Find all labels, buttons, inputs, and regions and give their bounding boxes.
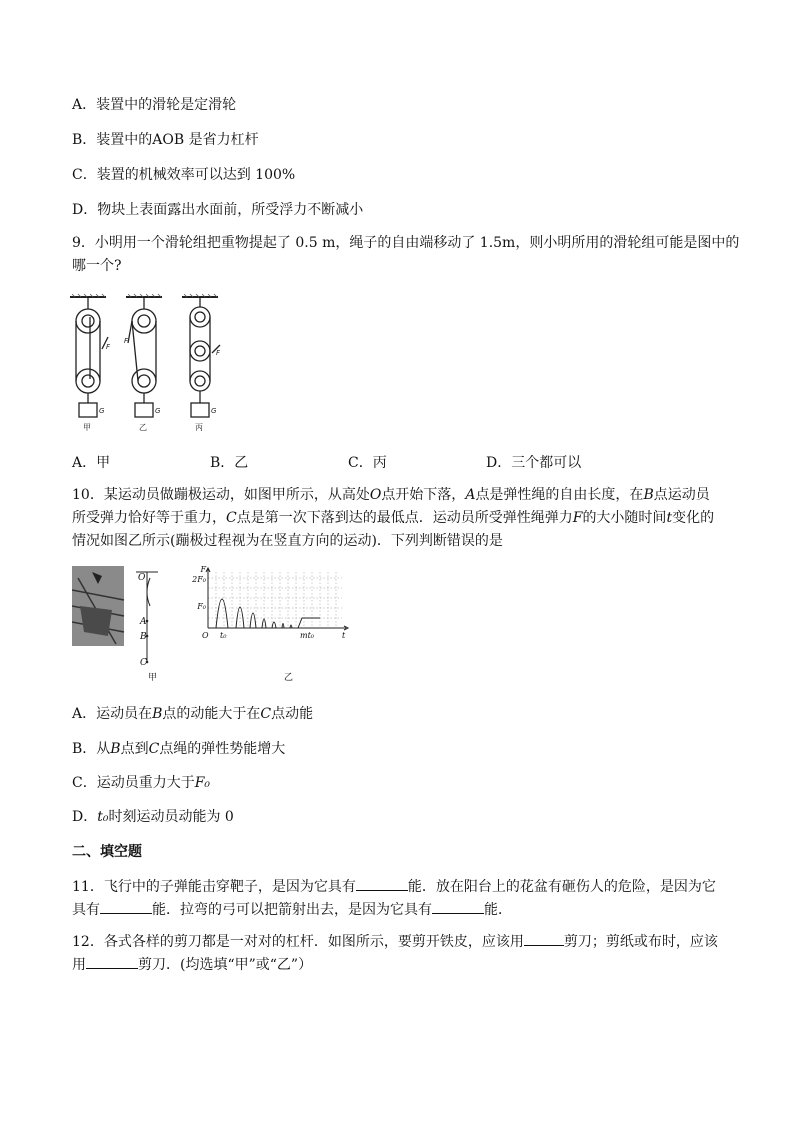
yi-force-label: F [124,337,129,345]
q10-option-d: D．t₀时刻运动员动能为 0 [72,809,234,825]
yi-caption: 乙 [139,423,147,432]
bing-force-label: F [216,349,221,357]
x-tick-t0: t₀ [220,631,227,640]
jia-figure-caption: 甲 [148,673,158,683]
point-o-label: O [138,573,146,583]
q12-text: 12．各式各样的剪刀都是一对对的杠杆．如图所示，要剪开铁皮，应该用 剪刀；剪纸或布时，应该用 剪刀．(均选填“甲”或“乙”） [72,931,722,977]
q11-blank-2[interactable] [100,899,152,914]
q10-figure-jia [72,566,172,684]
q9-option-b: B．乙 [210,455,249,471]
jia-caption: 甲 [83,423,91,432]
q12-blank-1[interactable] [524,931,564,946]
q11-text: 11．飞行中的子弹能击穿靶子，是因为它具有 能．放在阳台上的花盆有砸伤人的危险，是因为它具有 能．拉弯的弓可以把箭射出去，是因为它具有 能． [72,876,722,922]
q11-blank-1[interactable] [356,876,408,891]
x-tick-mt0: mt₀ [300,631,315,640]
point-b-label: B [140,632,147,642]
origin-label: O [202,631,209,640]
bing-caption: 丙 [195,423,203,432]
q9-stem-line2: 哪一个? [72,258,122,274]
x-axis-label: t [342,631,346,640]
q10-option-c: C．运动员重力大于F₀ [72,775,211,791]
yi-figure-caption: 乙 [284,673,294,683]
q10-option-a: A．运动员在B点的动能大于在C点动能 [72,706,314,722]
q10-stem: 10．某运动员做蹦极运动，如图甲所示，从高处O点开始下落，A点是弹性绳的自由长度，在B点运动员所受弹力恰好等于重力，C点是第一次下落到达的最低点．运动员所受弹性绳弹力F的大小随时间t变化的情况如图乙所示(蹦极过程视为在竖直方向的运动)．下列判断错误的是 [72,487,715,549]
q10-figure-yi [190,564,350,684]
q9-option-d: D．三个都可以 [486,455,582,471]
q8-option-a: A．装置中的滑轮是定滑轮 [72,97,237,113]
bing-weight-label: G [211,407,217,415]
q8-option-d: D．物块上表面露出水面前，所受浮力不断减小 [72,202,364,218]
jia-weight-label: G [99,407,105,415]
yi-weight-label: G [155,407,161,415]
q8-option-c: C．装置的机械效率可以达到 100% [72,167,296,183]
q9-option-a: A．甲 [72,455,111,471]
q11-blank-3[interactable] [432,899,484,914]
point-a-label: A [140,617,147,627]
q12-blank-2[interactable] [86,954,138,969]
q10-option-b: B．从B点到C点绳的弹性势能增大 [72,741,286,757]
q8-option-b: B．装置中的AOB 是省力杠杆 [72,132,259,148]
y-axis-label: F [200,565,206,574]
q9-option-c: C．丙 [348,455,387,471]
y-tick-2f0: 2F₀ [192,575,206,584]
y-tick-f0: F₀ [197,602,206,611]
section-title: 二、填空题 [72,844,142,860]
q9-stem-line1: 9．小明用一个滑轮组把重物提起了 0.5 m，绳子的自由端移动了 1.5m，则小明所用的滑轮组可能是图中的 [72,235,740,251]
point-c-label: C [140,658,147,668]
q9-pulley-figure [66,293,228,433]
jia-force-label: F [106,343,111,351]
